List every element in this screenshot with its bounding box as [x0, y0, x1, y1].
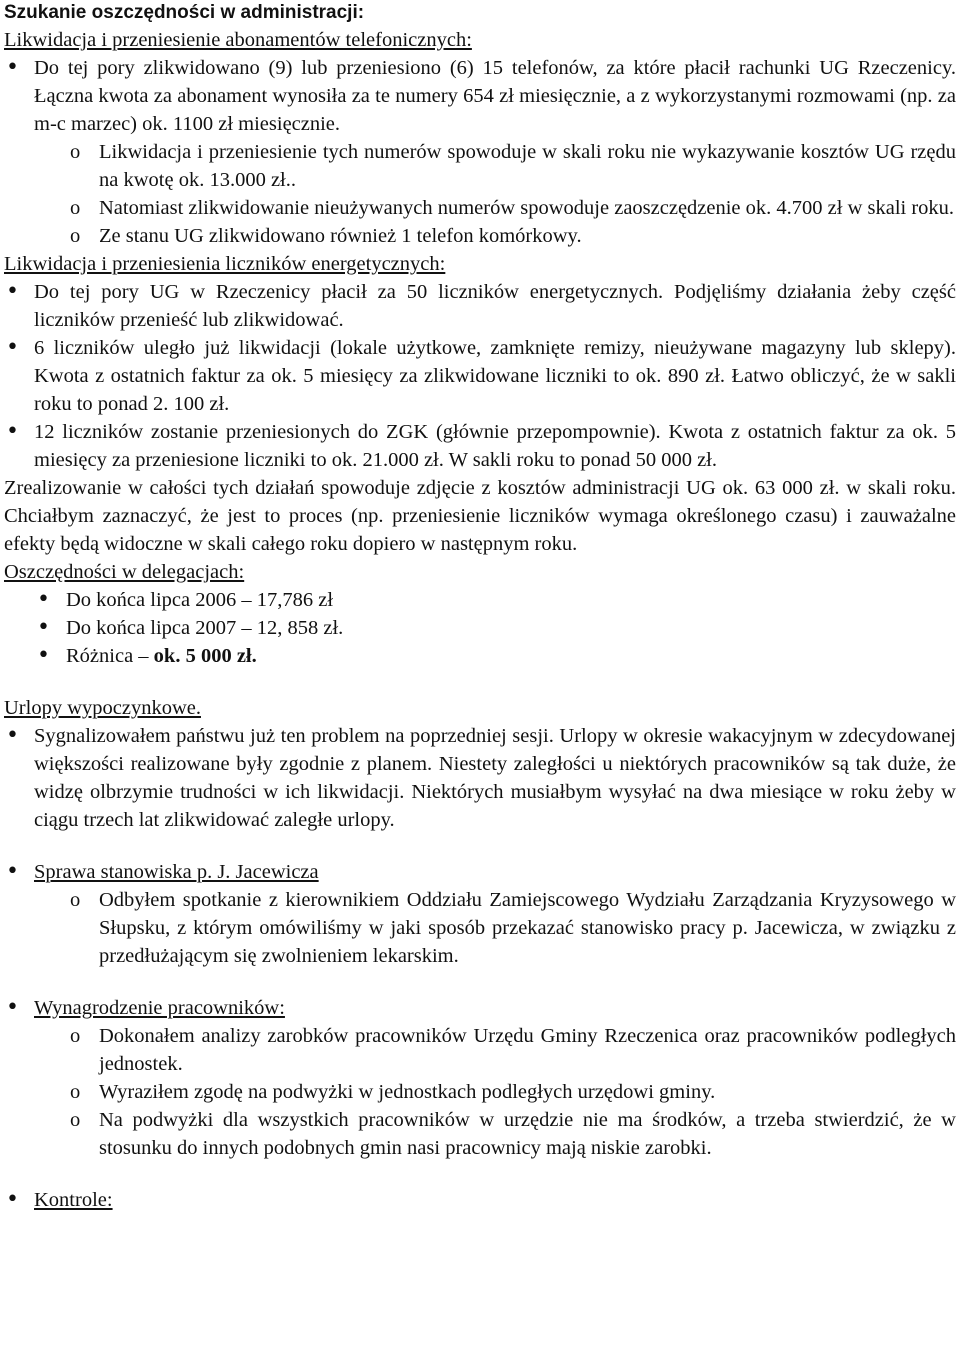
- list-item: [4, 1186, 956, 1214]
- sub-list-item: o Ze stanu UG zlikwidowano również 1 telefon komórkowy.: [4, 222, 956, 250]
- list-item: • Różnica – ok. 5 000 zł.: [4, 642, 956, 670]
- list-item: • Do tej pory zlikwidowano (9) lub przeniesiono (6) 15 telefonów, za które płacił rachunki UG Rzeczenicy. Łączna kwota za abonament wynosiła za te numery 654 zł miesięcznie, a z wykorzystanymi rozmowami (np. za m-c marzec) ok. 1100 zł miesięcznie.: [4, 54, 956, 138]
- list-item: • 12 liczników zostanie przeniesionych do ZGK (głównie przepompownie). Kwota z ostatnich faktur za ok. 5 miesięcy za przeniesione liczniki to ok. 21.000 zł. W sakli roku to ponad 50 000 zł.: [4, 418, 956, 474]
- list-item: • 6 liczników uległo już likwidacji (lokale użytkowe, zamknięte remizy, nieużywane magazyny lub sklepy). Kwota z ostatnich faktur za ok. 5 miesięcy za zlikwidowane liczniki to ok. 890 zł. Łatwo obliczyć, że w sakli roku to ponad 2. 100 zł.: [4, 334, 956, 418]
- spacer: [4, 670, 956, 694]
- section-heading-salaries: Wynagrodzenie pracowników:: [34, 997, 285, 1019]
- sub-list-item: o Na podwyżki dla wszystkich pracowników w urzędzie nie ma środków, a trzeba stwierdzić, że w stosunku do innych podobnych gmin nasi pracownicy mają niskie zarobki.: [4, 1106, 956, 1162]
- section-heading-delegations: Oszczędności w delegacjach:: [4, 561, 245, 583]
- list-item: • Do końca lipca 2006 – 17,786 zł: [4, 586, 956, 614]
- list-item: • Do końca lipca 2007 – 12, 858 zł.: [4, 614, 956, 642]
- section-heading-controls: Kontrole:: [34, 1189, 113, 1211]
- sub-list-item: o Likwidacja i przeniesienie tych numerów spowoduje w skali roku nie wykazywanie kosztów UG rzędu na kwotę ok. 13.000 zł..: [4, 138, 956, 194]
- list-item: [4, 858, 956, 886]
- section-heading-meters: Likwidacja i przeniesienia liczników energetycznych:: [4, 253, 446, 275]
- section-heading-position: Sprawa stanowiska p. J. Jacewicza: [34, 861, 319, 883]
- section-heading-vacations: Urlopy wypoczynkowe.: [4, 697, 201, 719]
- sub-list-item: o Odbyłem spotkanie z kierownikiem Oddziału Zamiejscowego Wydziału Zarządzania Kryzysowego w Słupsku, z którym omówiliśmy w jaki sposób przekazać stanowisko pracy p. Jacewicza, w związku z przedłużającym się zwolnieniem lekarskim.: [4, 886, 956, 970]
- list-item: [4, 994, 956, 1022]
- sub-list-item: o Dokonałem analizy zarobków pracowników Urzędu Gminy Rzeczenica oraz pracowników podległych jednostek.: [4, 1022, 956, 1078]
- spacer: [4, 970, 956, 994]
- difference-value: ok. 5 000 zł.: [153, 645, 257, 667]
- document-title: Szukanie oszczędności w administracji:: [4, 2, 365, 23]
- sub-list-item: o Wyraziłem zgodę na podwyżki w jednostkach podległych urzędowi gminy.: [4, 1078, 956, 1106]
- list-item: • Do tej pory UG w Rzeczenicy płacił za 50 liczników energetycznych. Podjęliśmy działania żeby część liczników przenieść lub zlikwidować.: [4, 278, 956, 334]
- spacer: [4, 834, 956, 858]
- spacer: [4, 1162, 956, 1186]
- summary-paragraph: Zrealizowanie w całości tych działań spowoduje zdjęcie z kosztów administracji UG ok. 63 000 zł. w skali roku. Chciałbym zaznaczyć, że jest to proces (np. przeniesienie liczników wymaga określonego czasu) i zauważalne efekty będą widoczne w skali całego roku dopiero w następnym roku.: [4, 477, 956, 555]
- list-item: • Sygnalizowałem państwu już ten problem na poprzedniej sesji. Urlopy w okresie wakacyjnym w zdecydowanej większości realizowane były zgodnie z planem. Niestety zaległości u niektórych pracowników są tak duże, że widzę olbrzymie trudności w ich likwidacji. Niektórych musiałbym wysyłać na dwa miesiące w roku żeby w ciągu trzech lat zlikwidować zaległe urlopy.: [4, 722, 956, 834]
- section-heading-phones: Likwidacja i przeniesienie abonamentów telefonicznych:: [4, 29, 472, 51]
- sub-list-item: o Natomiast zlikwidowanie nieużywanych numerów spowoduje zaoszczędzenie ok. 4.700 zł w skali roku.: [4, 194, 956, 222]
